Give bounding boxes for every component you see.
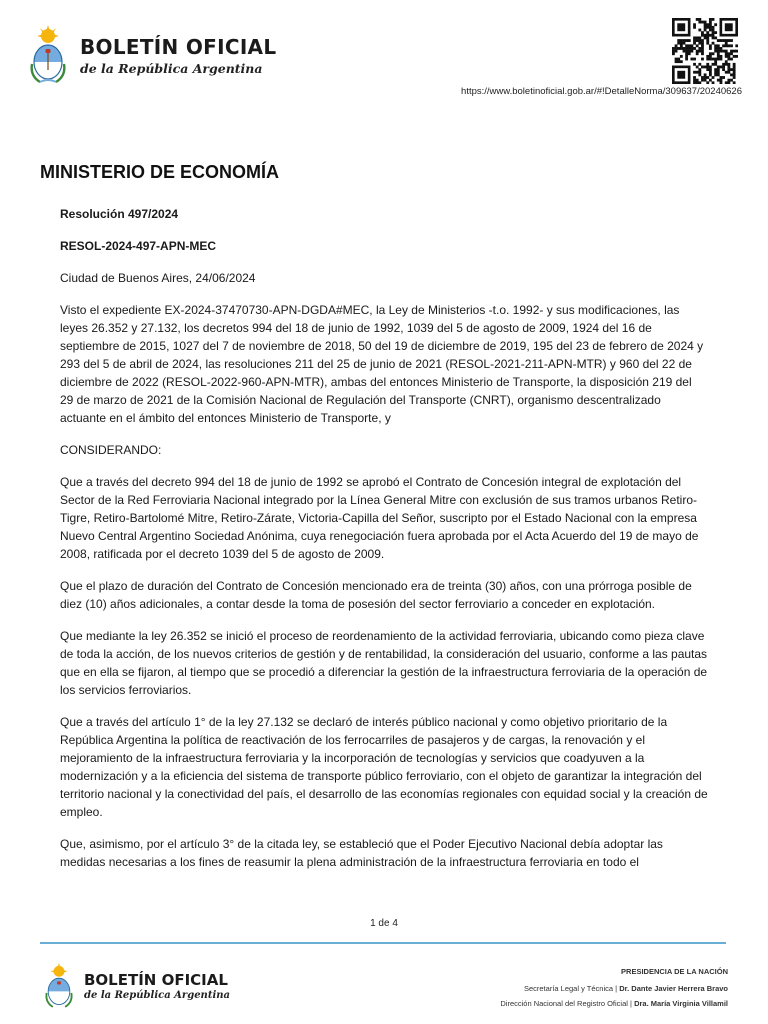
registro-name: Dra. María Virginia Villamil [634, 999, 728, 1008]
registro-role: Dirección Nacional del Registro Oficial [500, 999, 628, 1008]
page-number: 1 de 4 [370, 918, 398, 929]
paragraph: Que, asimismo, por el artículo 3° de la citada ley, se estableció que el Poder Ejecutivo Nacional debía adoptar las medidas necesarias a los fines de reasumir la plena administración de la infraestructura ferroviaria en todo el [60, 837, 663, 869]
qr-code-icon [672, 18, 738, 84]
resolution-code: RESOL-2024-497-APN-MEC [60, 239, 217, 253]
logo-title: BOLETÍN OFICIAL [80, 34, 277, 59]
separator: | [615, 984, 618, 993]
considerando-heading: CONSIDERANDO: [60, 443, 162, 457]
secretaria-name: Dr. Dante Javier Herrera Bravo [619, 984, 728, 993]
footer-logo-subtitle: de la República Argentina [84, 990, 230, 1001]
footer-divider [40, 942, 726, 944]
resolution-number: Resolución 497/2024 [60, 207, 179, 221]
presidency-label: PRESIDENCIA DE LA NACIÓN [621, 967, 728, 976]
place-date: Ciudad de Buenos Aires, 24/06/2024 [60, 271, 256, 285]
ministry-title: MINISTERIO DE ECONOMÍA [40, 162, 280, 182]
paragraph: Que a través del artículo 1° de la ley 27.132 se declaró de interés público nacional y como objetivo prioritario de la República Argentina la política de reactivación de los ferrocarriles de pasajeros y de cargas, la renovación y el mejoramiento de la infraestructura ferroviaria y la incorporación de tecnologías y servicios que coadyuven a la modernización y a la eficiencia del sistema de transporte público ferroviario, con el objeto de garantizar la integración del territorio nacional y la conectividad del país, el desarrollo de las economías regionales con equidad social y la creación de empleo. [60, 715, 708, 819]
secretaria-role: Secretaría Legal y Técnica [523, 984, 614, 993]
page-header [0, 0, 768, 110]
paragraph: Que a través del decreto 994 del 18 de junio de 1992 se aprobó el Contrato de Concesión integral de explotación del Sector de la Red Ferroviaria Nacional integrado por la Línea General Mitre con exclusión de sus tramos urbanos Retiro-Tigre, Retiro-Bartolomé Mitre, Retiro-Zárate, Victoria-Capilla del Señor, suscripto por el Estado Nacional con la empresa Nuevo Central Argentino Sociedad Anónima, cuya renegociación fuera aprobada por el Acta Acuerdo del 19 de mayo de 2008, ratificada por el decreto 1039 del 5 de agosto de 2009. [60, 475, 699, 561]
logo-subtitle: de la República Argentina [80, 60, 263, 76]
footer-logo[interactable] [42, 962, 230, 1010]
document-body [40, 150, 708, 885]
national-coat-of-arms-icon [42, 962, 76, 1010]
footer-logo-title: BOLETÍN OFICIAL [84, 971, 228, 989]
document-url[interactable]: https://www.boletinoficial.gob.ar/#!DetalleNorma/309637/20240626 [461, 86, 742, 97]
footer-credits [500, 964, 728, 1011]
paragraph: Que mediante la ley 26.352 se inició el proceso de reordenamiento de la actividad ferroviaria, ubicando como pieza clave de toda la acción, de los nuevos criterios de gestión y de rentabilidad, la consideración del usuario, conforme a las pautas que en ella se fijaron, al tiempo que se procedió a diferenciar la gestión de la infraestructura ferroviaria de la operación de los servicios ferroviarios. [60, 629, 708, 697]
national-coat-of-arms-icon [26, 24, 70, 86]
paragraph: Que el plazo de duración del Contrato de Concesión mencionado era de treinta (30) años, con una prórroga posible de diez (10) años adicionales, a contar desde la toma de posesión del sector ferroviario a conceder en explotación. [60, 579, 692, 611]
boletin-logo[interactable] [26, 24, 276, 86]
separator: | [630, 999, 632, 1008]
paragraph: Visto el expediente EX-2024-37470730-APN-DGDA#MEC, la Ley de Ministerios -t.o. 1992- y sus modificaciones, las leyes 26.352 y 27.132, los decretos 994 del 18 de junio de 1992, 1039 del 5 de agosto de 2009, 1924 del 16 de septiembre de 2015, 1027 del 7 de noviembre de 2018, 50 del 19 de diciembre de 2019, 195 del 23 de febrero de 2024 y 293 del 5 de abril de 2024, las resoluciones 211 del 25 de junio de 2021 (RESOL-2021-211-APN-MTR) y 960 del 22 de diciembre de 2022 (RESOL-2022-960-APN-MTR), ambas del entonces Ministerio de Transporte, la disposición 219 del 29 de marzo de 2021 de la Comisión Nacional de Regulación del Transporte (CNRT), organismo descentralizado actuante en el ámbito del entonces Ministerio de Transporte, y [60, 303, 704, 425]
